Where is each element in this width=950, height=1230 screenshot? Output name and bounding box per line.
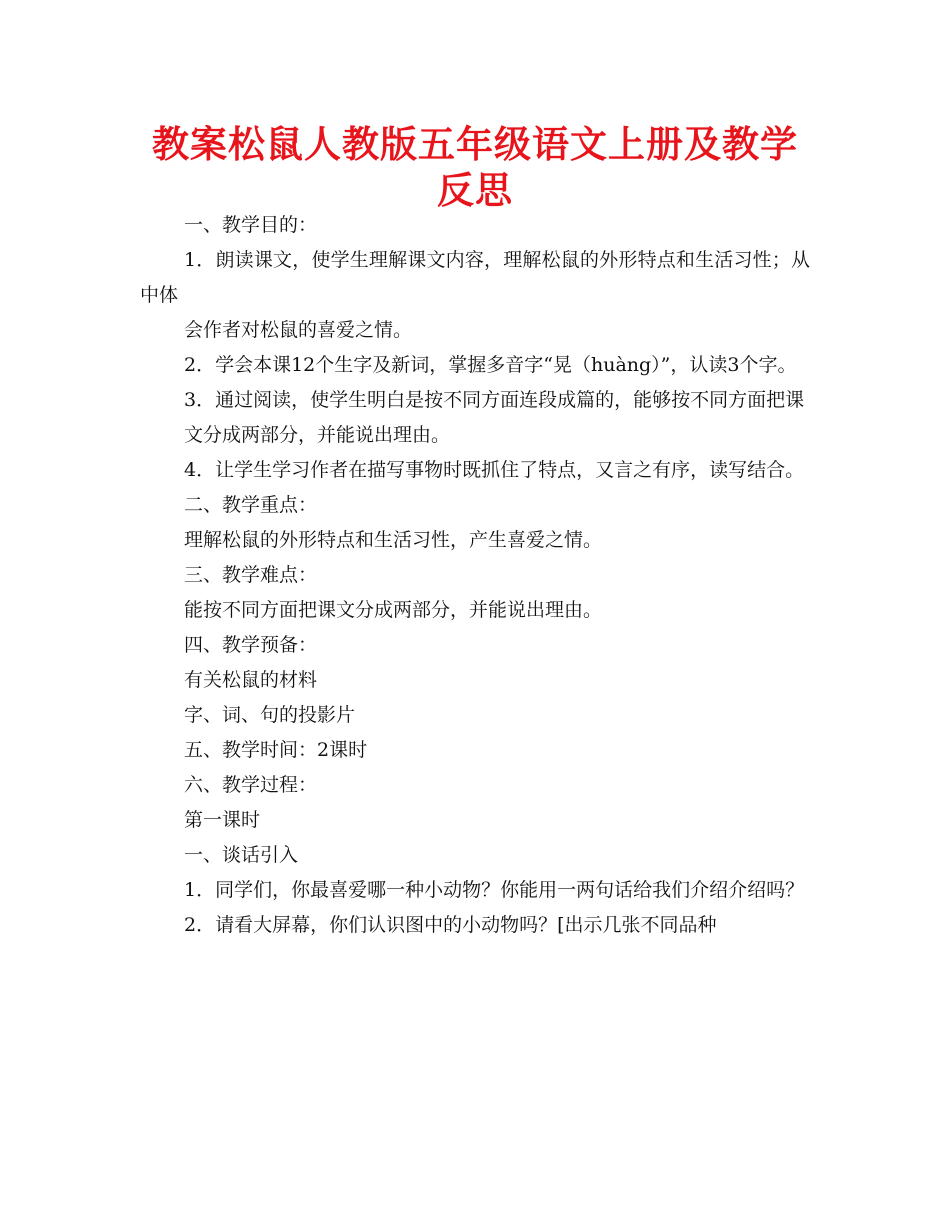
section-heading-objectives: 一、教学目的： — [184, 214, 318, 236]
objective-item-3-continued: 文分成两部分，并能说出理由。 — [184, 424, 451, 446]
objective-item-2: 2．学会本课12个生字及新词，掌握多音字“晃（huàng）”，认读3个字。 — [184, 354, 797, 376]
document-title: 教案松鼠人教版五年级语文上册及教学反思 — [152, 123, 798, 212]
objective-item-1-continued: 会作者对松鼠的喜爱之情。 — [184, 319, 413, 341]
objective-item-4: 4．让学生学习作者在描写事物时既抓住了特点，又言之有序，读写结合。 — [184, 459, 805, 481]
step-heading-introduction: 一、谈话引入 — [184, 844, 299, 866]
lesson-label: 第一课时 — [184, 809, 261, 831]
preparation-item-2: 字、词、句的投影片 — [184, 704, 356, 726]
section-heading-process: 六、教学过程： — [184, 774, 318, 796]
document-body — [140, 208, 810, 943]
objective-item-1: 1．朗读课文，使学生理解课文内容，理解松鼠的外形特点和生活习性；从中体 — [140, 249, 810, 306]
difficulties-text: 能按不同方面把课文分成两部分，并能说出理由。 — [184, 599, 603, 621]
section-heading-difficulties: 三、教学难点： — [184, 564, 318, 586]
section-heading-time: 五、教学时间：2课时 — [184, 739, 368, 761]
objective-item-3: 3．通过阅读，使学生明白是按不同方面连段成篇的，能够按不同方面把课 — [184, 389, 805, 411]
step-item-1: 1．同学们，你最喜爱哪一种小动物？你能用一两句话给我们介绍介绍吗？ — [184, 879, 805, 901]
section-heading-key-points: 二、教学重点： — [184, 494, 318, 516]
step-item-2: 2．请看大屏幕，你们认识图中的小动物吗？[出示几张不同品种 — [184, 914, 717, 936]
section-heading-preparation: 四、教学预备： — [184, 634, 318, 656]
key-points-text: 理解松鼠的外形特点和生活习性，产生喜爱之情。 — [184, 529, 603, 551]
preparation-item-1: 有关松鼠的材料 — [184, 669, 318, 691]
